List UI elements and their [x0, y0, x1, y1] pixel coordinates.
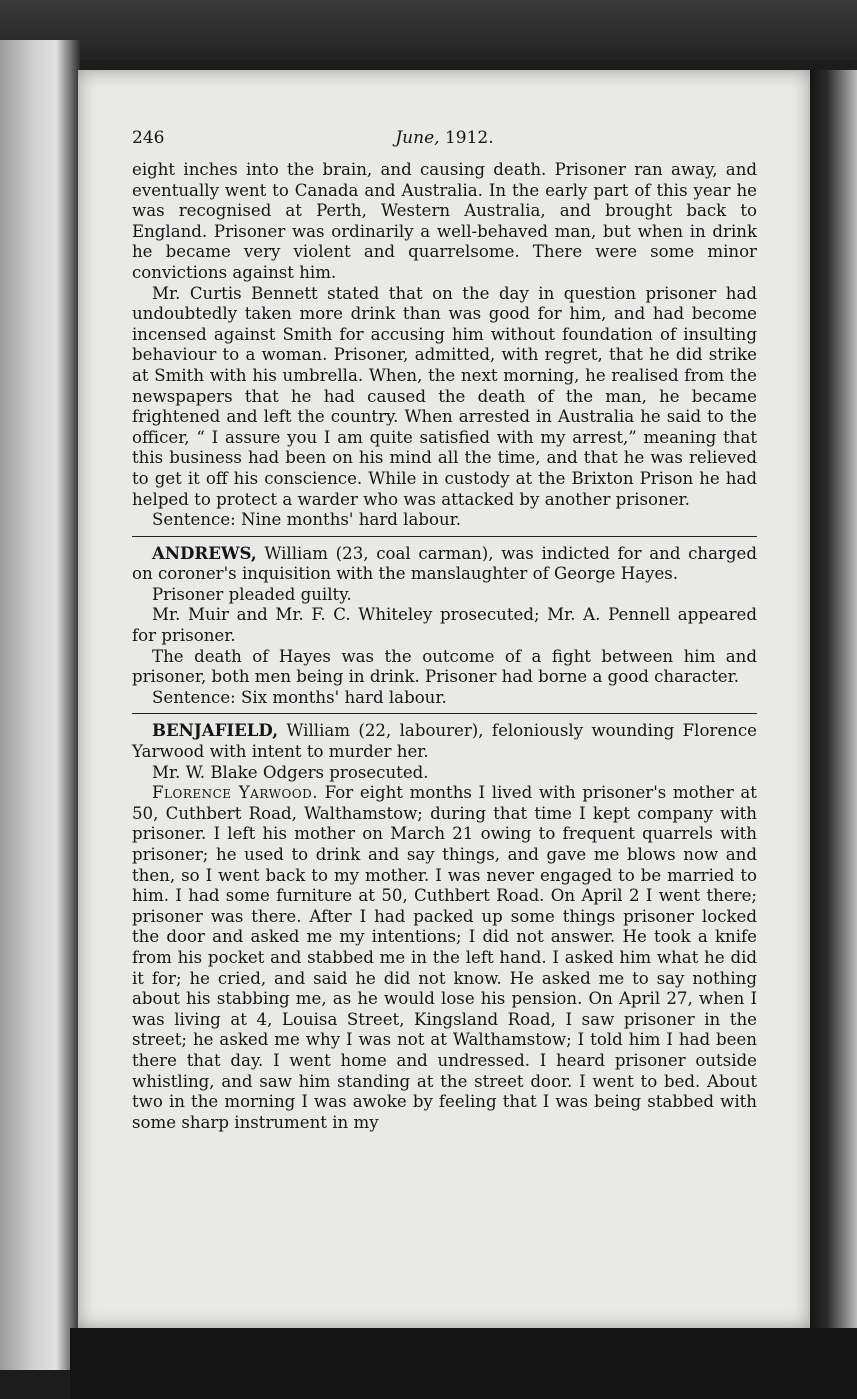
case-sentence: Sentence: Nine months' hard labour.: [152, 510, 462, 530]
case-heading: [132, 720, 757, 762]
witness-testimony: [132, 783, 757, 1133]
section-divider: [132, 536, 757, 537]
document-page: [78, 70, 810, 1328]
case-plea: Prisoner pleaded guilty.: [152, 584, 352, 604]
case-paragraph: Mr. Curtis Bennett stated that on the day in question prisoner had undoubtedly taken more drink than was good for him, and had become incensed against Smith for accusing him without foundation of insulting behaviour to a woman. Prisoner, admitted, with regret, that he did strike at Smith with his umbrella. When, the next morning, he realised from the newspapers that he had caused the death of the man, he became frightened and left the country. When arrested in Australia he said to the officer, “ I assure you I am quite satisfied with my arrest,” meaning that this business had been on his mind all the time, and that he was relieved to get it off his conscience. While in custody at the Brixton Prison he had helped to protect a warder who was attacked by another prisoner.: [132, 283, 757, 509]
scan-top-border: [0, 0, 857, 60]
page-text-block: [132, 128, 757, 1133]
page-number: 246: [132, 128, 165, 148]
running-title-year: 1912.: [444, 128, 494, 148]
case-intro: William (23, coal carman), was indicted for and charged on coroner's inquisition with the manslaughter of George Hayes.: [132, 543, 757, 584]
scan-bottom-border: [70, 1328, 857, 1399]
case-intro: William (22, labourer), feloniously wounding Florence Yarwood with intent to murder her.: [132, 721, 757, 762]
defendant-surname: ANDREWS,: [152, 542, 257, 563]
running-title-month: June,: [395, 128, 440, 148]
case-paragraph: The death of Hayes was the outcome of a fight between him and prisoner, both men being in drink. Prisoner had borne a good character.: [132, 646, 757, 687]
running-title: [132, 128, 757, 149]
case-smith-section: [132, 160, 757, 531]
case-counsel: Mr. Muir and Mr. F. C. Whiteley prosecuted; Mr. A. Pennell appeared for prisoner.: [132, 605, 757, 646]
scan-left-page-edge: [0, 40, 80, 1370]
testimony-text: For eight months I lived with prisoner's mother at 50, Cuthbert Road, Walthamstow; during that time I kept company with prisoner. I left his mother on March 21 owing to frequent quarrels with prisoner; he used to drink and say things, and gave me blows now and then, so I went back to my mother. I was never engaged to be married to him. I had some furniture at 50, Cuthbert Road. On April 2 I went there; prisoner was there. After I had packed up some things prisoner locked the door and asked me my intentions; I did not answer. He took a knife from his pocket and stabbed me in the left hand. I asked him what he did it for; he cried, and said he did not know. He asked me to say nothing about his stabbing me, as he would lose his pension. On April 27, when I was living at 4, Louisa Street, Kingsland Road, I saw prisoner in the street; he asked me why I was not at Walthamstow; I told him I had been there that day. I went home and undressed. I heard prisoner outside whistling, and saw him standing at the street door. I went to bed. About two in the morning I was awoke by feeling that I was being stabbed with some sharp instrument in my: [132, 783, 757, 1132]
case-benjafield-section: [132, 720, 757, 1133]
running-head: [132, 128, 757, 158]
case-sentence: Sentence: Six months' hard labour.: [152, 687, 447, 707]
case-counsel: Mr. W. Blake Odgers prosecuted.: [152, 762, 429, 782]
case-paragraph: eight inches into the brain, and causing death. Prisoner ran away, and eventually went to Canada and Australia. In the early part of this year he was recognised at Perth, Western Australia, and brought back to England. Prisoner was ordinarily a well-behaved man, but when in drink he became very violent and quarrelsome. There were some minor convictions against him.: [132, 160, 757, 282]
case-andrews-section: [132, 543, 757, 709]
section-divider: [132, 713, 757, 714]
scan-right-page-edge: [807, 70, 857, 1340]
defendant-surname: BENJAFIELD,: [152, 720, 279, 741]
case-heading: [132, 543, 757, 585]
witness-name: Florence Yarwood.: [152, 783, 319, 803]
